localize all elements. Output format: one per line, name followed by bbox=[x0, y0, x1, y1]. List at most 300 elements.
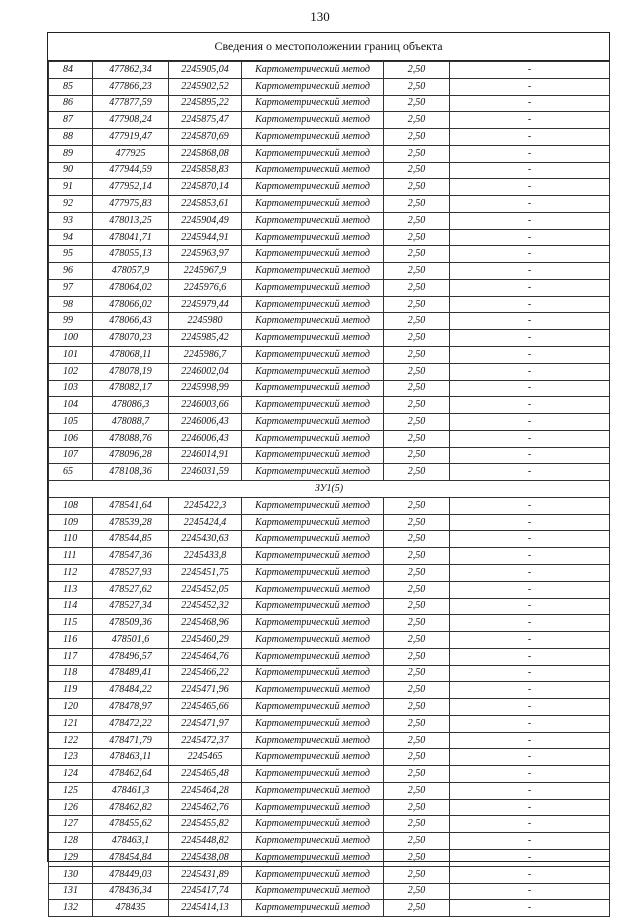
table-row bbox=[49, 816, 610, 833]
table-row bbox=[49, 430, 610, 447]
accuracy-cell: 2,50 bbox=[384, 430, 450, 447]
determination-method-cell: Картометрический метод bbox=[242, 246, 384, 263]
coordinate-x-cell: 478541,64 bbox=[93, 497, 169, 514]
point-number-cell: 88 bbox=[49, 129, 93, 146]
determination-method-cell: Картометрический метод bbox=[242, 397, 384, 414]
table-row bbox=[49, 179, 610, 196]
determination-method-cell: Картометрический метод bbox=[242, 665, 384, 682]
coordinate-y-cell: 2245451,75 bbox=[169, 564, 242, 581]
point-number-cell: 120 bbox=[49, 699, 93, 716]
determination-method-cell: Картометрический метод bbox=[242, 347, 384, 364]
determination-method-cell: Картометрический метод bbox=[242, 816, 384, 833]
point-number-cell: 84 bbox=[49, 62, 93, 79]
point-number-cell: 85 bbox=[49, 78, 93, 95]
coordinate-y-cell: 2245986,7 bbox=[169, 347, 242, 364]
accuracy-cell: 2,50 bbox=[384, 179, 450, 196]
accuracy-cell: 2,50 bbox=[384, 279, 450, 296]
note-cell: - bbox=[450, 330, 610, 347]
note-cell: - bbox=[450, 766, 610, 783]
accuracy-cell: 2,50 bbox=[384, 112, 450, 129]
point-number-cell: 118 bbox=[49, 665, 93, 682]
determination-method-cell: Картометрический метод bbox=[242, 497, 384, 514]
coordinate-y-cell: 2245452,32 bbox=[169, 598, 242, 615]
note-cell: - bbox=[450, 246, 610, 263]
coordinate-y-cell: 2245870,14 bbox=[169, 179, 242, 196]
coordinate-x-cell: 478108,36 bbox=[93, 464, 169, 481]
point-number-cell: 90 bbox=[49, 162, 93, 179]
note-cell: - bbox=[450, 296, 610, 313]
determination-method-cell: Картометрический метод bbox=[242, 682, 384, 699]
accuracy-cell: 2,50 bbox=[384, 900, 450, 917]
note-cell: - bbox=[450, 682, 610, 699]
table-row bbox=[49, 129, 610, 146]
coordinate-y-cell: 2245875,47 bbox=[169, 112, 242, 129]
table-row bbox=[49, 464, 610, 481]
coordinate-y-cell: 2246031,59 bbox=[169, 464, 242, 481]
table-row bbox=[49, 715, 610, 732]
coordinate-x-cell: 478527,93 bbox=[93, 564, 169, 581]
table-row bbox=[49, 564, 610, 581]
accuracy-cell: 2,50 bbox=[384, 849, 450, 866]
determination-method-cell: Картометрический метод bbox=[242, 598, 384, 615]
determination-method-cell: Картометрический метод bbox=[242, 799, 384, 816]
determination-method-cell: Картометрический метод bbox=[242, 782, 384, 799]
note-cell: - bbox=[450, 883, 610, 900]
coordinate-x-cell: 477919,47 bbox=[93, 129, 169, 146]
point-number-cell: 65 bbox=[49, 464, 93, 481]
coordinate-x-cell: 478066,02 bbox=[93, 296, 169, 313]
accuracy-cell: 2,50 bbox=[384, 229, 450, 246]
note-cell: - bbox=[450, 62, 610, 79]
note-cell: - bbox=[450, 464, 610, 481]
accuracy-cell: 2,50 bbox=[384, 648, 450, 665]
point-number-cell: 103 bbox=[49, 380, 93, 397]
point-number-cell: 97 bbox=[49, 279, 93, 296]
coordinate-x-cell: 478544,85 bbox=[93, 531, 169, 548]
coordinate-x-cell: 478509,36 bbox=[93, 615, 169, 632]
point-number-cell: 100 bbox=[49, 330, 93, 347]
point-number-cell: 101 bbox=[49, 347, 93, 364]
note-cell: - bbox=[450, 816, 610, 833]
note-cell: - bbox=[450, 363, 610, 380]
point-number-cell: 102 bbox=[49, 363, 93, 380]
accuracy-cell: 2,50 bbox=[384, 78, 450, 95]
table-row bbox=[49, 347, 610, 364]
note-cell: - bbox=[450, 129, 610, 146]
coordinate-x-cell: 478435 bbox=[93, 900, 169, 917]
point-number-cell: 105 bbox=[49, 414, 93, 431]
determination-method-cell: Картометрический метод bbox=[242, 464, 384, 481]
coordinate-y-cell: 2245985,42 bbox=[169, 330, 242, 347]
table-row bbox=[49, 145, 610, 162]
note-cell: - bbox=[450, 581, 610, 598]
point-number-cell: 95 bbox=[49, 246, 93, 263]
point-number-cell: 124 bbox=[49, 766, 93, 783]
determination-method-cell: Картометрический метод bbox=[242, 715, 384, 732]
coordinate-y-cell: 2245417,74 bbox=[169, 883, 242, 900]
determination-method-cell: Картометрический метод bbox=[242, 900, 384, 917]
table-row bbox=[49, 682, 610, 699]
accuracy-cell: 2,50 bbox=[384, 263, 450, 280]
table-row bbox=[49, 732, 610, 749]
note-cell: - bbox=[450, 598, 610, 615]
coordinate-x-cell: 478472,22 bbox=[93, 715, 169, 732]
determination-method-cell: Картометрический метод bbox=[242, 514, 384, 531]
coordinate-x-cell: 478436,34 bbox=[93, 883, 169, 900]
table-row bbox=[49, 531, 610, 548]
accuracy-cell: 2,50 bbox=[384, 581, 450, 598]
coordinate-y-cell: 2245967,9 bbox=[169, 263, 242, 280]
table-row bbox=[49, 615, 610, 632]
note-cell: - bbox=[450, 849, 610, 866]
point-number-cell: 132 bbox=[49, 900, 93, 917]
table-row bbox=[49, 246, 610, 263]
accuracy-cell: 2,50 bbox=[384, 380, 450, 397]
point-number-cell: 116 bbox=[49, 632, 93, 649]
determination-method-cell: Картометрический метод bbox=[242, 732, 384, 749]
note-cell: - bbox=[450, 632, 610, 649]
table-row bbox=[49, 162, 610, 179]
note-cell: - bbox=[450, 699, 610, 716]
coordinate-x-cell: 478066,43 bbox=[93, 313, 169, 330]
point-number-cell: 127 bbox=[49, 816, 93, 833]
coordinate-x-cell: 478527,62 bbox=[93, 581, 169, 598]
point-number-cell: 99 bbox=[49, 313, 93, 330]
accuracy-cell: 2,50 bbox=[384, 347, 450, 364]
accuracy-cell: 2,50 bbox=[384, 330, 450, 347]
table-row bbox=[49, 414, 610, 431]
table-row bbox=[49, 849, 610, 866]
table-row bbox=[49, 229, 610, 246]
accuracy-cell: 2,50 bbox=[384, 632, 450, 649]
table-row bbox=[49, 766, 610, 783]
coordinate-x-cell: 478463,11 bbox=[93, 749, 169, 766]
point-number-cell: 86 bbox=[49, 95, 93, 112]
coordinate-x-cell: 478454,84 bbox=[93, 849, 169, 866]
table-row bbox=[49, 497, 610, 514]
accuracy-cell: 2,50 bbox=[384, 246, 450, 263]
accuracy-cell: 2,50 bbox=[384, 129, 450, 146]
coordinate-x-cell: 477944,59 bbox=[93, 162, 169, 179]
determination-method-cell: Картометрический метод bbox=[242, 648, 384, 665]
determination-method-cell: Картометрический метод bbox=[242, 229, 384, 246]
accuracy-cell: 2,50 bbox=[384, 799, 450, 816]
table-row bbox=[49, 363, 610, 380]
coordinate-y-cell: 2246002,04 bbox=[169, 363, 242, 380]
coordinate-x-cell: 478068,11 bbox=[93, 347, 169, 364]
coordinate-y-cell: 2245904,49 bbox=[169, 212, 242, 229]
coordinate-y-cell: 2245471,97 bbox=[169, 715, 242, 732]
note-cell: - bbox=[450, 564, 610, 581]
table-row bbox=[49, 548, 610, 565]
point-number-cell: 130 bbox=[49, 866, 93, 883]
table-row bbox=[49, 78, 610, 95]
coordinate-x-cell: 478057,9 bbox=[93, 263, 169, 280]
coordinate-x-cell: 478547,36 bbox=[93, 548, 169, 565]
note-cell: - bbox=[450, 799, 610, 816]
section-row bbox=[49, 481, 610, 498]
determination-method-cell: Картометрический метод bbox=[242, 531, 384, 548]
coordinate-y-cell: 2245905,04 bbox=[169, 62, 242, 79]
coordinate-x-cell: 478471,79 bbox=[93, 732, 169, 749]
coordinate-x-cell: 477952,14 bbox=[93, 179, 169, 196]
table-row bbox=[49, 749, 610, 766]
table-row bbox=[49, 62, 610, 79]
determination-method-cell: Картометрический метод bbox=[242, 179, 384, 196]
accuracy-cell: 2,50 bbox=[384, 196, 450, 213]
determination-method-cell: Картометрический метод bbox=[242, 62, 384, 79]
coordinate-y-cell: 2245438,08 bbox=[169, 849, 242, 866]
determination-method-cell: Картометрический метод bbox=[242, 883, 384, 900]
table-row bbox=[49, 397, 610, 414]
point-number-cell: 114 bbox=[49, 598, 93, 615]
determination-method-cell: Картометрический метод bbox=[242, 380, 384, 397]
coordinate-y-cell: 2245424,4 bbox=[169, 514, 242, 531]
coordinate-x-cell: 478055,13 bbox=[93, 246, 169, 263]
coordinate-y-cell: 2245895,22 bbox=[169, 95, 242, 112]
coordinate-x-cell: 478463,1 bbox=[93, 833, 169, 850]
coordinate-y-cell: 2245464,28 bbox=[169, 782, 242, 799]
table-row bbox=[49, 380, 610, 397]
note-cell: - bbox=[450, 749, 610, 766]
point-number-cell: 91 bbox=[49, 179, 93, 196]
determination-method-cell: Картометрический метод bbox=[242, 749, 384, 766]
determination-method-cell: Картометрический метод bbox=[242, 632, 384, 649]
table-row bbox=[49, 632, 610, 649]
coordinate-x-cell: 478539,28 bbox=[93, 514, 169, 531]
determination-method-cell: Картометрический метод bbox=[242, 866, 384, 883]
coordinate-x-cell: 478484,22 bbox=[93, 682, 169, 699]
accuracy-cell: 2,50 bbox=[384, 782, 450, 799]
coordinate-x-cell: 478455,62 bbox=[93, 816, 169, 833]
determination-method-cell: Картометрический метод bbox=[242, 615, 384, 632]
accuracy-cell: 2,50 bbox=[384, 212, 450, 229]
note-cell: - bbox=[450, 648, 610, 665]
table-heading: Сведения о местоположении границ объекта bbox=[48, 33, 609, 61]
determination-method-cell: Картометрический метод bbox=[242, 833, 384, 850]
note-cell: - bbox=[450, 430, 610, 447]
determination-method-cell: Картометрический метод bbox=[242, 112, 384, 129]
coordinate-y-cell: 2245944,91 bbox=[169, 229, 242, 246]
coordinate-y-cell: 2245448,82 bbox=[169, 833, 242, 850]
determination-method-cell: Картометрический метод bbox=[242, 414, 384, 431]
point-number-cell: 115 bbox=[49, 615, 93, 632]
coordinate-x-cell: 478070,23 bbox=[93, 330, 169, 347]
accuracy-cell: 2,50 bbox=[384, 145, 450, 162]
point-number-cell: 121 bbox=[49, 715, 93, 732]
coordinate-x-cell: 478501,6 bbox=[93, 632, 169, 649]
note-cell: - bbox=[450, 78, 610, 95]
point-number-cell: 131 bbox=[49, 883, 93, 900]
coordinate-y-cell: 2245465 bbox=[169, 749, 242, 766]
accuracy-cell: 2,50 bbox=[384, 296, 450, 313]
accuracy-cell: 2,50 bbox=[384, 95, 450, 112]
accuracy-cell: 2,50 bbox=[384, 699, 450, 716]
point-number-cell: 98 bbox=[49, 296, 93, 313]
coordinate-y-cell: 2245422,3 bbox=[169, 497, 242, 514]
note-cell: - bbox=[450, 279, 610, 296]
note-cell: - bbox=[450, 866, 610, 883]
coordinate-y-cell: 2245471,96 bbox=[169, 682, 242, 699]
note-cell: - bbox=[450, 313, 610, 330]
point-number-cell: 126 bbox=[49, 799, 93, 816]
coordinate-x-cell: 477877,59 bbox=[93, 95, 169, 112]
determination-method-cell: Картометрический метод bbox=[242, 263, 384, 280]
coordinate-x-cell: 478064,02 bbox=[93, 279, 169, 296]
point-number-cell: 122 bbox=[49, 732, 93, 749]
table-row bbox=[49, 313, 610, 330]
coordinate-x-cell: 477866,23 bbox=[93, 78, 169, 95]
coordinate-x-cell: 478478,97 bbox=[93, 699, 169, 716]
table-row bbox=[49, 447, 610, 464]
note-cell: - bbox=[450, 162, 610, 179]
note-cell: - bbox=[450, 380, 610, 397]
table-row bbox=[49, 782, 610, 799]
note-cell: - bbox=[450, 414, 610, 431]
note-cell: - bbox=[450, 833, 610, 850]
coordinate-y-cell: 2245980 bbox=[169, 313, 242, 330]
coordinates-table-body bbox=[49, 62, 610, 917]
point-number-cell: 110 bbox=[49, 531, 93, 548]
accuracy-cell: 2,50 bbox=[384, 883, 450, 900]
table-row bbox=[49, 95, 610, 112]
determination-method-cell: Картометрический метод bbox=[242, 279, 384, 296]
coordinates-table bbox=[48, 61, 610, 917]
coordinate-y-cell: 2245462,76 bbox=[169, 799, 242, 816]
accuracy-cell: 2,50 bbox=[384, 548, 450, 565]
point-number-cell: 108 bbox=[49, 497, 93, 514]
coordinate-y-cell: 2245868,08 bbox=[169, 145, 242, 162]
coordinate-y-cell: 2246006,43 bbox=[169, 430, 242, 447]
determination-method-cell: Картометрический метод bbox=[242, 145, 384, 162]
accuracy-cell: 2,50 bbox=[384, 715, 450, 732]
determination-method-cell: Картометрический метод bbox=[242, 548, 384, 565]
coordinate-x-cell: 478496,57 bbox=[93, 648, 169, 665]
coordinates-frame bbox=[47, 32, 610, 914]
point-number-cell: 129 bbox=[49, 849, 93, 866]
determination-method-cell: Картометрический метод bbox=[242, 162, 384, 179]
note-cell: - bbox=[450, 196, 610, 213]
point-number-cell: 117 bbox=[49, 648, 93, 665]
determination-method-cell: Картометрический метод bbox=[242, 95, 384, 112]
coordinate-y-cell: 2245472,37 bbox=[169, 732, 242, 749]
point-number-cell: 113 bbox=[49, 581, 93, 598]
coordinate-x-cell: 477975,83 bbox=[93, 196, 169, 213]
table-row bbox=[49, 330, 610, 347]
coordinate-y-cell: 2245414,13 bbox=[169, 900, 242, 917]
table-row bbox=[49, 296, 610, 313]
note-cell: - bbox=[450, 145, 610, 162]
table-row bbox=[49, 833, 610, 850]
accuracy-cell: 2,50 bbox=[384, 816, 450, 833]
table-row bbox=[49, 279, 610, 296]
point-number-cell: 107 bbox=[49, 447, 93, 464]
accuracy-cell: 2,50 bbox=[384, 464, 450, 481]
accuracy-cell: 2,50 bbox=[384, 665, 450, 682]
accuracy-cell: 2,50 bbox=[384, 682, 450, 699]
coordinate-y-cell: 2245976,6 bbox=[169, 279, 242, 296]
point-number-cell: 89 bbox=[49, 145, 93, 162]
determination-method-cell: Картометрический метод bbox=[242, 196, 384, 213]
coordinate-x-cell: 478013,25 bbox=[93, 212, 169, 229]
point-number-cell: 125 bbox=[49, 782, 93, 799]
accuracy-cell: 2,50 bbox=[384, 447, 450, 464]
table-row bbox=[49, 866, 610, 883]
accuracy-cell: 2,50 bbox=[384, 363, 450, 380]
coordinate-x-cell: 477925 bbox=[93, 145, 169, 162]
point-number-cell: 119 bbox=[49, 682, 93, 699]
coordinate-x-cell: 478462,64 bbox=[93, 766, 169, 783]
point-number-cell: 94 bbox=[49, 229, 93, 246]
point-number-cell: 104 bbox=[49, 397, 93, 414]
note-cell: - bbox=[450, 347, 610, 364]
point-number-cell: 96 bbox=[49, 263, 93, 280]
point-number-cell: 123 bbox=[49, 749, 93, 766]
table-row bbox=[49, 598, 610, 615]
coordinate-y-cell: 2245870,69 bbox=[169, 129, 242, 146]
coordinate-x-cell: 478088,7 bbox=[93, 414, 169, 431]
note-cell: - bbox=[450, 447, 610, 464]
accuracy-cell: 2,50 bbox=[384, 766, 450, 783]
accuracy-cell: 2,50 bbox=[384, 564, 450, 581]
note-cell: - bbox=[450, 229, 610, 246]
determination-method-cell: Картометрический метод bbox=[242, 447, 384, 464]
coordinate-y-cell: 2245465,48 bbox=[169, 766, 242, 783]
determination-method-cell: Картометрический метод bbox=[242, 296, 384, 313]
note-cell: - bbox=[450, 782, 610, 799]
table-row bbox=[49, 799, 610, 816]
accuracy-cell: 2,50 bbox=[384, 497, 450, 514]
note-cell: - bbox=[450, 665, 610, 682]
note-cell: - bbox=[450, 732, 610, 749]
accuracy-cell: 2,50 bbox=[384, 531, 450, 548]
table-row bbox=[49, 581, 610, 598]
accuracy-cell: 2,50 bbox=[384, 514, 450, 531]
point-number-cell: 109 bbox=[49, 514, 93, 531]
coordinate-x-cell: 478088,76 bbox=[93, 430, 169, 447]
table-row bbox=[49, 699, 610, 716]
point-number-cell: 111 bbox=[49, 548, 93, 565]
coordinate-x-cell: 478096,28 bbox=[93, 447, 169, 464]
accuracy-cell: 2,50 bbox=[384, 414, 450, 431]
coordinate-x-cell: 478489,41 bbox=[93, 665, 169, 682]
point-number-cell: 128 bbox=[49, 833, 93, 850]
coordinate-y-cell: 2245452,05 bbox=[169, 581, 242, 598]
note-cell: - bbox=[450, 263, 610, 280]
determination-method-cell: Картометрический метод bbox=[242, 849, 384, 866]
coordinate-y-cell: 2245858,83 bbox=[169, 162, 242, 179]
note-cell: - bbox=[450, 95, 610, 112]
determination-method-cell: Картометрический метод bbox=[242, 699, 384, 716]
accuracy-cell: 2,50 bbox=[384, 866, 450, 883]
accuracy-cell: 2,50 bbox=[384, 732, 450, 749]
note-cell: - bbox=[450, 397, 610, 414]
coordinate-y-cell: 2245433,8 bbox=[169, 548, 242, 565]
table-row bbox=[49, 212, 610, 229]
accuracy-cell: 2,50 bbox=[384, 749, 450, 766]
determination-method-cell: Картометрический метод bbox=[242, 363, 384, 380]
coordinate-x-cell: 478461,3 bbox=[93, 782, 169, 799]
determination-method-cell: Картометрический метод bbox=[242, 212, 384, 229]
coordinate-y-cell: 2245979,44 bbox=[169, 296, 242, 313]
point-number-cell: 93 bbox=[49, 212, 93, 229]
coordinate-x-cell: 478041,71 bbox=[93, 229, 169, 246]
coordinate-y-cell: 2245963,97 bbox=[169, 246, 242, 263]
coordinate-x-cell: 478527,34 bbox=[93, 598, 169, 615]
accuracy-cell: 2,50 bbox=[384, 615, 450, 632]
table-row bbox=[49, 196, 610, 213]
determination-method-cell: Картометрический метод bbox=[242, 766, 384, 783]
